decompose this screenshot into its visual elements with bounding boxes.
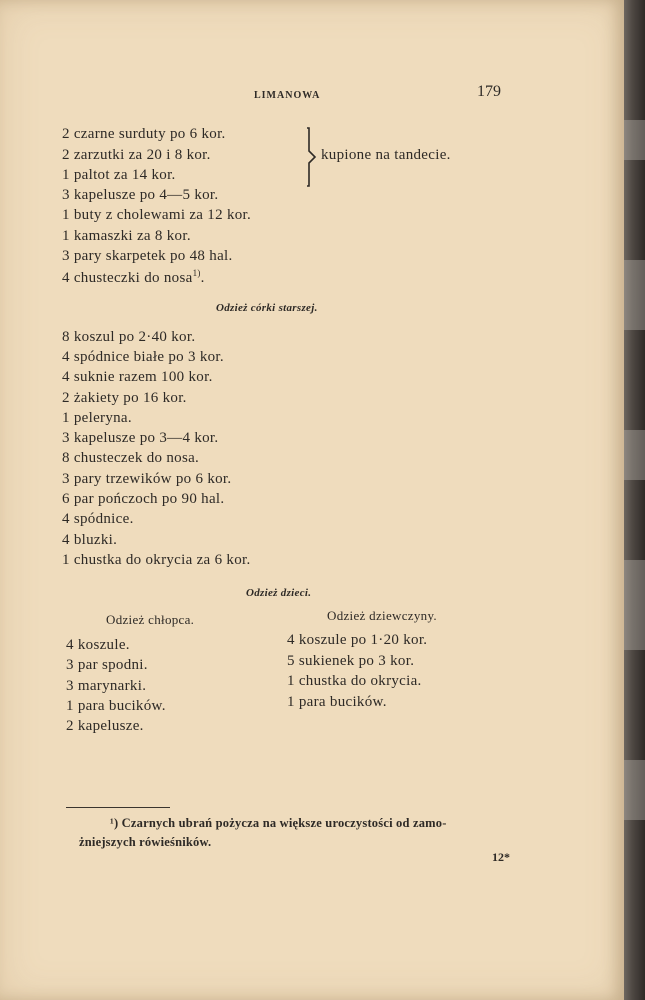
list-item: 3 pary skarpetek po 48 hal.	[62, 248, 233, 264]
list-item: 4 koszule.	[66, 637, 130, 653]
list-item: 3 par spodni.	[66, 657, 148, 673]
list-item: 4 koszule po 1·20 kor.	[287, 632, 428, 648]
adjacent-pages-edge	[624, 0, 645, 1000]
list-item: 3 marynarki.	[66, 678, 147, 694]
list-item: 1 para bucików.	[66, 698, 166, 714]
list-item: 3 kapelusze po 4—5 kor.	[62, 187, 219, 203]
footnote-reference: 1)	[192, 268, 201, 278]
subheading-girl: Odzież dziewczyny.	[327, 608, 437, 623]
list-item: 2 zarzutki za 20 i 8 kor.	[62, 147, 211, 163]
footnote-line-2: żniejszych rówieśników.	[79, 835, 212, 849]
list-item: 2 żakiety po 16 kor.	[62, 390, 187, 406]
subheading-boy: Odzież chłopca.	[106, 612, 195, 627]
list-item: 1 para bucików.	[287, 694, 387, 710]
list-item: 4 bluzki.	[62, 532, 118, 548]
list-item-end: .	[200, 270, 205, 286]
list-item: 1 chustka do okrycia.	[287, 673, 422, 689]
list-item: 2 kapelusze.	[66, 718, 144, 734]
list-item: 1 paltot za 14 kor.	[62, 167, 176, 183]
list-item: 1 buty z cholewami za 12 kor.	[62, 207, 252, 223]
list-item: 1 chustka do okrycia za 6 kor.	[62, 552, 251, 568]
list-item: 4 spódnice białe po 3 kor.	[62, 349, 224, 365]
brace-icon	[304, 127, 318, 187]
running-title: LIMANOWA	[254, 90, 321, 101]
list-item: 8 chusteczek do nosa.	[62, 450, 200, 466]
footnote-line-1	[110, 816, 447, 831]
section-heading-daughter: Odzież córki starszej.	[216, 302, 318, 314]
footnote-divider	[66, 807, 170, 808]
footnote-mark: ¹)	[110, 816, 119, 830]
list-item: 1 kamaszki za 8 kor.	[62, 228, 191, 244]
brace-note: kupione na tandecie.	[321, 147, 451, 163]
list-item: 1 peleryna.	[62, 410, 132, 426]
list-item: 2 czarne surduty po 6 kor.	[62, 126, 226, 142]
footnote-text: Czarnych ubrań pożycza na większe uroczystości od zamo-	[121, 816, 447, 830]
list-item: 6 par pończoch po 90 hal.	[62, 491, 225, 507]
list-item: 3 pary trzewików po 6 kor.	[62, 471, 232, 487]
list-item: 3 kapelusze po 3—4 kor.	[62, 430, 219, 446]
list-item: 8 koszul po 2·40 kor.	[62, 329, 196, 345]
list-item: 5 sukienek po 3 kor.	[287, 653, 415, 669]
list-item: 4 suknie razem 100 kor.	[62, 369, 213, 385]
list-item-text: 4 chusteczki do nosa	[62, 270, 193, 286]
page-number: 179	[477, 83, 501, 100]
list-item: 4 spódnice.	[62, 511, 134, 527]
printer-signature: 12*	[492, 850, 510, 864]
list-item-with-footnote	[62, 268, 205, 287]
section-heading-children: Odzież dzieci.	[246, 587, 312, 599]
